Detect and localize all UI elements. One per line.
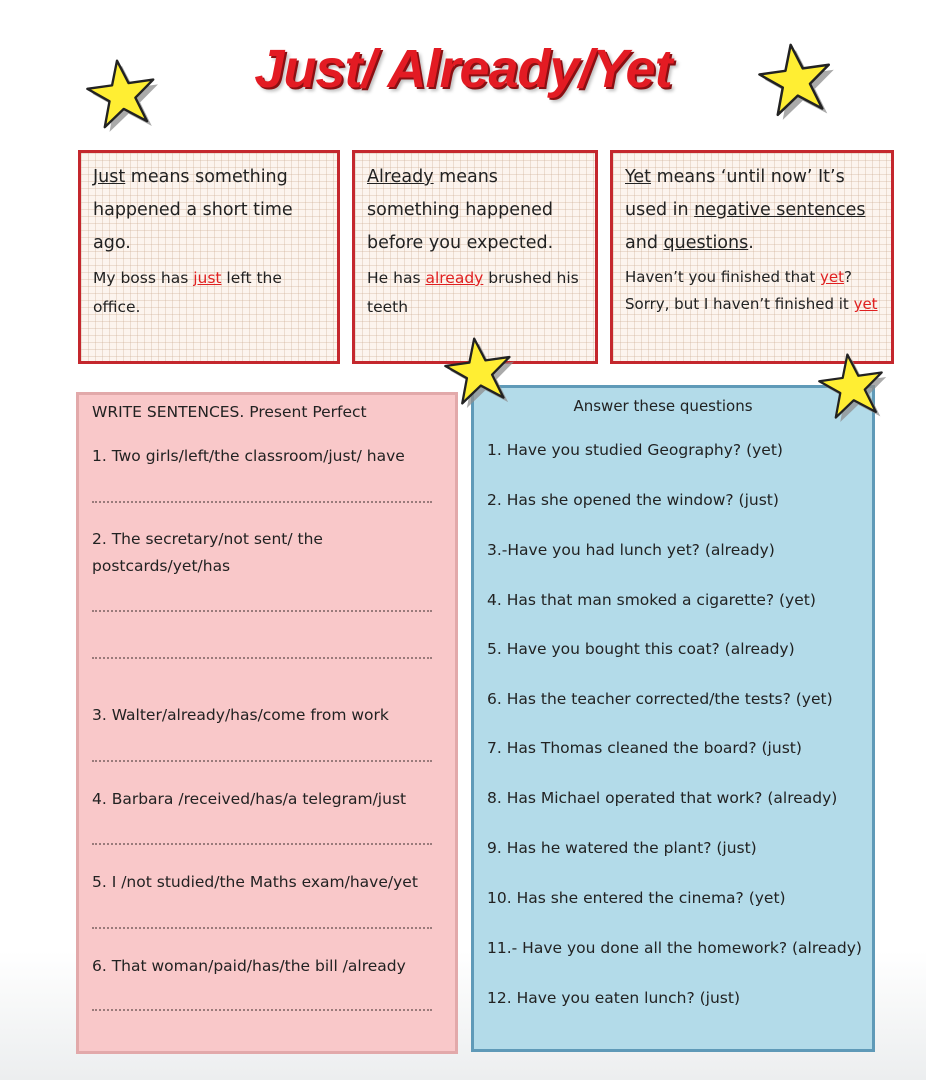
yet-keyword: Yet — [625, 167, 651, 187]
star-icon — [758, 42, 838, 122]
answer-line[interactable] — [92, 1009, 432, 1011]
sentence-item: 4. Barbara /received/has/a telegram/just — [92, 790, 407, 808]
question-item: 8. Has Michael operated that work? (already) — [487, 789, 838, 807]
page-title: Just/ Already/Yet — [254, 39, 672, 99]
already-example: He has already brushed his teeth — [367, 269, 579, 316]
just-highlight: just — [193, 269, 222, 287]
write-sentences-panel — [76, 392, 458, 1054]
answer-line[interactable] — [92, 657, 432, 659]
question-item: 7. Has Thomas cleaned the board? (just) — [487, 739, 802, 757]
answer-line[interactable] — [92, 760, 432, 762]
answer-questions-panel — [471, 385, 875, 1052]
already-definition: Already means something happened before you expected. — [367, 167, 554, 253]
just-definition: Just means something happened a short time ago. — [93, 167, 293, 253]
just-keyword: Just — [93, 167, 126, 187]
yet-example: Haven’t you finished that yet? Sorry, but I haven’t finished it yet — [625, 268, 878, 313]
question-item: 10. Has she entered the cinema? (yet) — [487, 889, 786, 907]
answer-line[interactable] — [92, 501, 432, 503]
question-item: 2. Has she opened the window? (just) — [487, 491, 779, 509]
already-keyword: Already — [367, 167, 434, 187]
sentence-item: 1. Two girls/left/the classroom/just/ have — [92, 447, 405, 465]
sentence-item: 6. That woman/paid/has/the bill /already — [92, 957, 406, 975]
question-item: 12. Have you eaten lunch? (just) — [487, 989, 741, 1007]
question-item: 5. Have you bought this coat? (already) — [487, 640, 795, 658]
question-item: 9. Has he watered the plant? (just) — [487, 839, 757, 857]
question-item: 4. Has that man smoked a cigarette? (yet) — [487, 591, 816, 609]
star-icon — [86, 58, 162, 134]
already-definition-box — [352, 150, 598, 364]
question-item: 6. Has the teacher corrected/the tests? (yet) — [487, 690, 833, 708]
question-item: 3.-Have you had lunch yet? (already) — [487, 541, 775, 559]
question-item: 1. Have you studied Geography? (yet) — [487, 441, 783, 459]
star-icon — [444, 336, 518, 410]
yet-definition-box — [610, 150, 894, 364]
sentence-item: 3. Walter/already/has/come from work — [92, 706, 389, 724]
question-item: 11.- Have you done all the homework? (already) — [487, 939, 862, 957]
just-example: My boss has just left the office. — [93, 269, 282, 316]
answer-line[interactable] — [92, 843, 432, 845]
yet-definition: Yet means ‘until now’ It’s used in negative sentences and questions. — [625, 167, 866, 253]
sentence-item: 5. I /not studied/the Maths exam/have/yet — [92, 873, 418, 891]
answer-questions-heading: Answer these questions — [573, 397, 753, 415]
write-sentences-heading: WRITE SENTENCES. Present Perfect — [92, 403, 367, 421]
answer-line[interactable] — [92, 610, 432, 612]
answer-line[interactable] — [92, 927, 432, 929]
star-icon — [818, 352, 890, 424]
just-definition-box — [78, 150, 340, 364]
already-highlight: already — [425, 269, 484, 287]
sentence-item: 2. The secretary/not sent/ the postcards/yet/has — [92, 530, 323, 575]
